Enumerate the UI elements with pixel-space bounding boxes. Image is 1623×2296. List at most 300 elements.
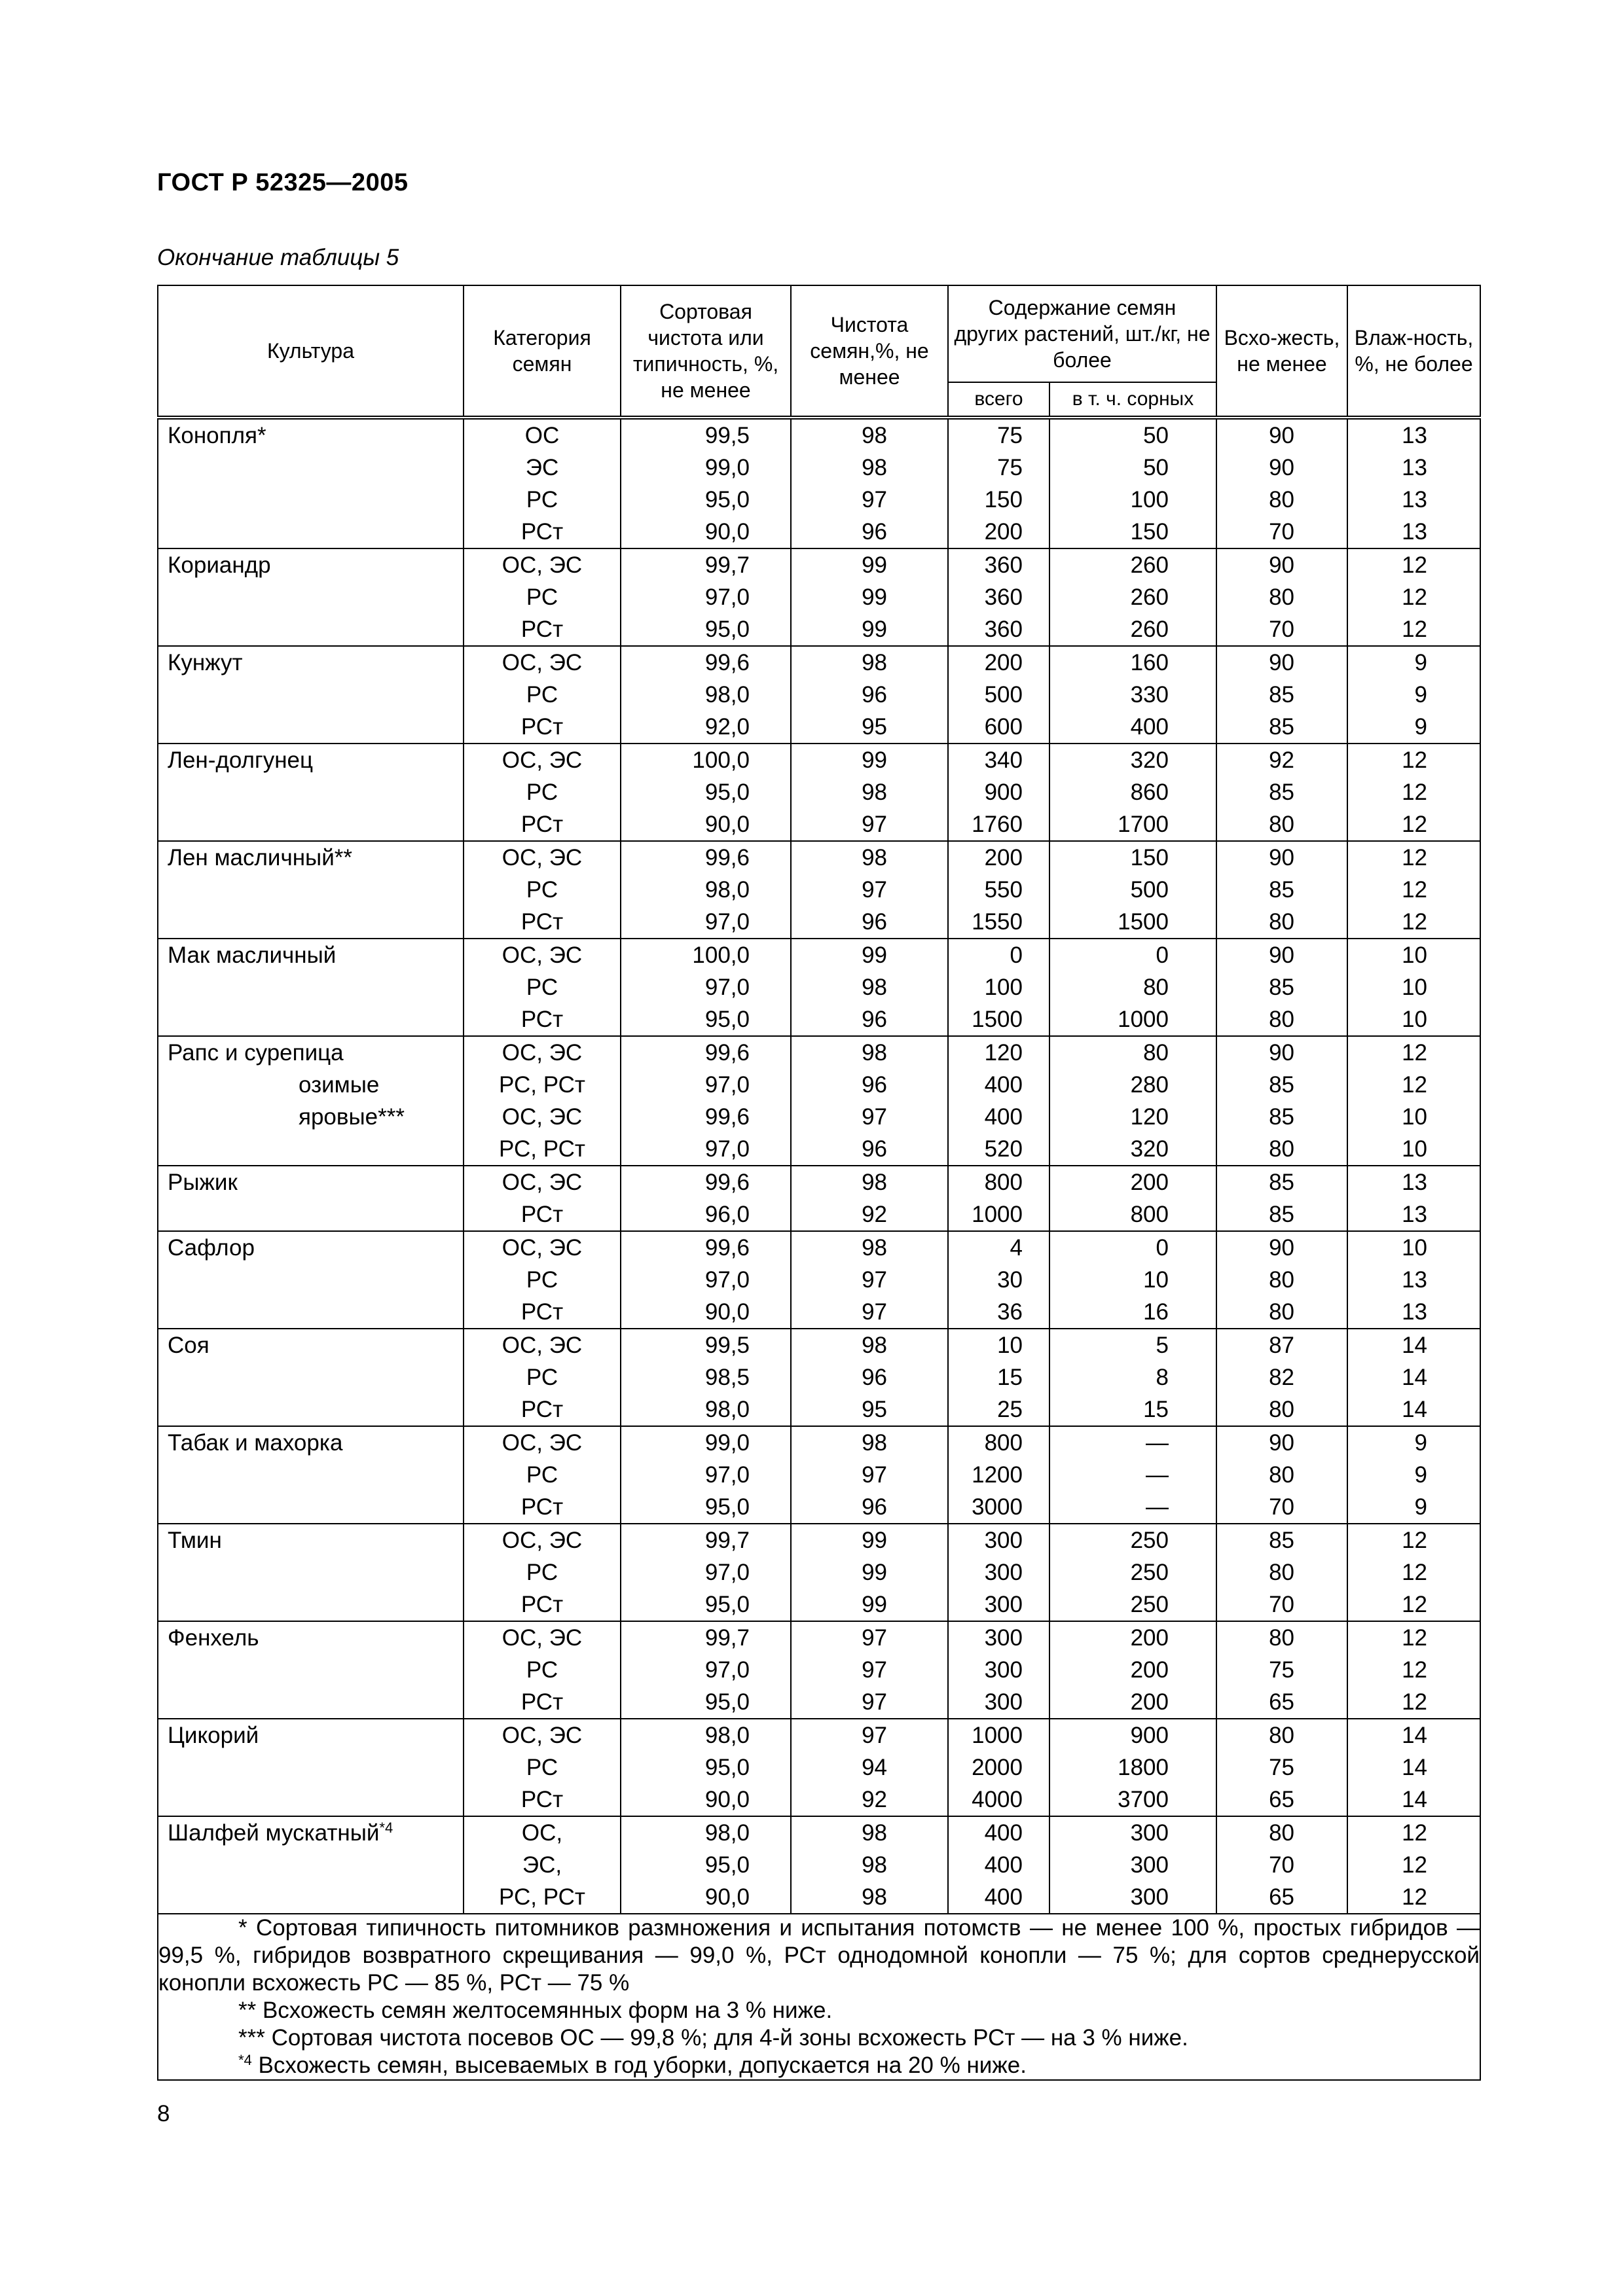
table-row [158,1329,1480,1426]
cell-value: 13 [1402,487,1427,512]
header-varietal-purity: Сортовая чистота или типичность, %, не менее [621,285,791,418]
cell-value: 96 [862,1072,887,1098]
culture-label: Шалфей мускатный$^{*4}$ [168,1820,393,1846]
culture-name [158,1329,464,1426]
cell-value: 98 [862,1170,887,1195]
varietal-purity-cell [621,1621,791,1719]
weed-seeds-cell [1049,1036,1216,1166]
cell-value: 90 [1269,942,1294,968]
cell-value: 36 [997,1299,1023,1325]
total-seeds-cell [948,1426,1049,1524]
culture-name [158,1426,464,1524]
cell-value: 95,0 [704,487,750,512]
varietal-purity-cell [621,1719,791,1816]
cell-value: 13 [1402,455,1427,480]
cell-value: 95,0 [704,1007,750,1032]
cell-value: 90 [1269,845,1294,870]
cell-value: 85 [1269,780,1294,805]
category-cell [464,1816,621,1914]
culture-group [158,1166,1480,1231]
table-row [158,1426,1480,1524]
cell-value: РС [526,975,558,1000]
cell-value: 80 [1269,812,1294,837]
cell-value: 80 [1269,1136,1294,1162]
cell-value: 10 [997,1333,1023,1358]
culture-name [158,1621,464,1719]
culture-group [158,418,1480,548]
cell-value: 97 [862,1657,887,1683]
table-row [158,1524,1480,1621]
cell-value: 1000 [972,1202,1023,1227]
cell-value: 10 [1402,975,1427,1000]
cell-value: 200 [984,650,1023,675]
cell-value: 99,6 [704,1104,750,1130]
cell-value: РС [526,1462,558,1488]
cell-value: 15 [997,1365,1023,1390]
cell-value: 12 [1402,1657,1427,1683]
culture-group [158,1816,1480,1914]
cell-value: 600 [984,714,1023,740]
culture-group [158,1426,1480,1524]
cell-value: 400 [984,1072,1023,1098]
germination-cell [1216,1329,1347,1426]
header-germination: Всхо-жесть, не менее [1216,285,1347,418]
category-cell [464,548,621,646]
cell-value: 98 [862,845,887,870]
cell-value: 97,0 [704,1136,750,1162]
cell-value: 82 [1269,1365,1294,1390]
total-seeds-cell [948,1816,1049,1914]
cell-value: 99 [862,1560,887,1585]
moisture-cell [1347,1231,1480,1329]
cell-value: 400 [984,1820,1023,1846]
cell-value: 98 [862,1333,887,1358]
cell-value: 1500 [1118,909,1169,935]
cell-value: 96 [862,1494,887,1520]
cell-value: — [1146,1494,1169,1520]
header-weeds: в т. ч. сорных [1049,382,1216,418]
cell-value: 12 [1402,1528,1427,1553]
cell-value: ОС, ЭС [501,1235,583,1261]
cell-value: 12 [1402,877,1427,903]
weed-seeds-cell [1049,1621,1216,1719]
cell-value: 500 [984,682,1023,708]
cell-value: 90 [1269,423,1294,448]
cell-value: 260 [1130,552,1169,578]
cell-value: 800 [1130,1202,1169,1227]
cell-value: 3700 [1118,1787,1169,1812]
cell-value: 98 [862,780,887,805]
category-cell [464,1426,621,1524]
cell-value: 90 [1269,1040,1294,1066]
cell-value: 98 [862,1235,887,1261]
cell-value: 12 [1402,1625,1427,1651]
cell-value: 99,7 [704,1528,750,1553]
moisture-cell [1347,841,1480,939]
cell-value: 98,0 [704,1723,750,1748]
seed-quality-table [157,285,1481,2081]
cell-value: 4 [1010,1235,1023,1261]
varietal-purity-cell [621,1231,791,1329]
purity-cell [791,1524,948,1621]
purity-cell [791,1719,948,1816]
cell-value: 300 [1130,1884,1169,1910]
total-seeds-cell [948,1036,1049,1166]
cell-value: РСт [520,909,564,935]
footnote-4-mark: *4 [238,2052,252,2068]
category-cell [464,1329,621,1426]
cell-value: 340 [984,747,1023,773]
germination-cell [1216,646,1347,744]
cell-value: 0 [1010,942,1023,968]
cell-value: 80 [1269,1007,1294,1032]
weed-seeds-cell [1049,841,1216,939]
cell-value: 99,5 [704,1333,750,1358]
cell-value: РСт [520,617,564,642]
cell-value: 90 [1269,1235,1294,1261]
germination-cell [1216,939,1347,1036]
cell-value: 75 [1269,1755,1294,1780]
total-seeds-cell [948,1524,1049,1621]
culture-name [158,744,464,841]
cell-value: 12 [1402,1820,1427,1846]
culture-name [158,1231,464,1329]
cell-value: 800 [984,1170,1023,1195]
page-number: 8 [157,2101,170,2126]
cell-value: 13 [1402,519,1427,545]
cell-value: 99 [862,747,887,773]
culture-group [158,841,1480,939]
cell-value: РСт [520,1299,564,1325]
table-row [158,548,1480,646]
cell-value: 330 [1130,682,1169,708]
germination-cell [1216,1524,1347,1621]
cell-value: 400 [984,1104,1023,1130]
cell-value: 96,0 [704,1202,750,1227]
cell-value: 12 [1402,909,1427,935]
cell-value: 9 [1414,682,1427,708]
culture-sublabel: яровые*** [299,1104,405,1130]
cell-value: 360 [984,552,1023,578]
cell-value: 400 [1130,714,1169,740]
cell-value: ОС, ЭС [501,1723,583,1748]
total-seeds-cell [948,646,1049,744]
cell-value: 300 [984,1528,1023,1553]
cell-value: ОС, ЭС [501,1625,583,1651]
cell-value: 96 [862,682,887,708]
cell-value: 99,6 [704,650,750,675]
cell-value: 100,0 [692,942,750,968]
culture-label: Конопля* [168,423,266,448]
cell-value: 14 [1402,1787,1427,1812]
cell-value: 300 [1130,1820,1169,1846]
cell-value: 1200 [972,1462,1023,1488]
table-row [158,1621,1480,1719]
cell-value: 98 [862,650,887,675]
cell-value: 13 [1402,1170,1427,1195]
cell-value: 10 [1143,1267,1169,1293]
cell-value: 300 [984,1657,1023,1683]
category-cell [464,744,621,841]
cell-value: 75 [997,455,1023,480]
cell-value: 200 [984,845,1023,870]
cell-value: 200 [984,519,1023,545]
culture-group [158,1719,1480,1816]
cell-value: 10 [1402,1104,1427,1130]
varietal-purity-cell [621,418,791,548]
cell-value: 13 [1402,1202,1427,1227]
cell-value: 900 [1130,1723,1169,1748]
cell-value: 14 [1402,1397,1427,1422]
weed-seeds-cell [1049,1231,1216,1329]
category-cell [464,1621,621,1719]
purity-cell [791,1166,948,1231]
moisture-cell [1347,744,1480,841]
purity-cell [791,418,948,548]
cell-value: 97 [862,877,887,903]
purity-cell [791,841,948,939]
cell-value: РС [526,1657,558,1683]
header-moisture: Влаж-ность, %, не более [1347,285,1480,418]
cell-value: РСт [520,1007,564,1032]
culture-label: Мак масличный [168,942,337,968]
varietal-purity-cell [621,548,791,646]
culture-name [158,841,464,939]
cell-value: 96 [862,1365,887,1390]
cell-value: ОС [524,423,560,448]
cell-value: 250 [1130,1560,1169,1585]
varietal-purity-cell [621,939,791,1036]
culture-group [158,744,1480,841]
cell-value: 98,5 [704,1365,750,1390]
weed-seeds-cell [1049,1426,1216,1524]
cell-value: 1800 [1118,1755,1169,1780]
cell-value: 70 [1269,1852,1294,1878]
cell-value: 120 [984,1040,1023,1066]
cell-value: 65 [1269,1689,1294,1715]
cell-value: 99 [862,617,887,642]
moisture-cell [1347,1524,1480,1621]
culture-label: Сафлор [168,1235,255,1261]
culture-name [158,939,464,1036]
cell-value: РС [526,1755,558,1780]
moisture-cell [1347,1816,1480,1914]
cell-value: 9 [1414,1462,1427,1488]
cell-value: 95,0 [704,1689,750,1715]
culture-group [158,1621,1480,1719]
cell-value: РС [526,682,558,708]
culture-label: Табак и махорка [168,1430,343,1456]
cell-value: 320 [1130,747,1169,773]
footnote-mark: *4 [379,1820,393,1836]
cell-value: 300 [984,1625,1023,1651]
moisture-cell [1347,1166,1480,1231]
footnote-4-text: Всхожесть семян, высеваемых в год уборки, допускается на 20 % ниже. [258,2053,1027,2078]
cell-value: 100,0 [692,747,750,773]
culture-label: Рапс и сурепица [168,1040,344,1066]
purity-cell [791,1621,948,1719]
cell-value: 99 [862,1592,887,1617]
cell-value: 1500 [972,1007,1023,1032]
cell-value: РСт [520,1202,564,1227]
category-cell [464,1231,621,1329]
weed-seeds-cell [1049,418,1216,548]
table-row [158,418,1480,548]
cell-value: 99,0 [704,1430,750,1456]
table-row [158,939,1480,1036]
cell-value: 85 [1269,1072,1294,1098]
cell-value: 16 [1143,1299,1169,1325]
cell-value: 12 [1402,617,1427,642]
cell-value: 280 [1130,1072,1169,1098]
culture-group [158,1036,1480,1166]
cell-value: ОС, ЭС [501,1170,583,1195]
cell-value: 97,0 [704,1072,750,1098]
cell-value: 99,6 [704,1040,750,1066]
cell-value: 12 [1402,1040,1427,1066]
cell-value: РС [526,877,558,903]
cell-value: ОС, ЭС [501,552,583,578]
cell-value: 12 [1402,1884,1427,1910]
culture-group [158,939,1480,1036]
culture-group [158,1329,1480,1426]
cell-value: 94 [862,1755,887,1780]
total-seeds-cell [948,1329,1049,1426]
moisture-cell [1347,418,1480,548]
cell-value: 260 [1130,584,1169,610]
germination-cell [1216,1719,1347,1816]
cell-value: 400 [984,1884,1023,1910]
cell-value: 12 [1402,845,1427,870]
cell-value: 95,0 [704,1592,750,1617]
cell-value: 97,0 [704,584,750,610]
total-seeds-cell [948,548,1049,646]
cell-value: 200 [1130,1625,1169,1651]
cell-value: 13 [1402,1267,1427,1293]
cell-value: ОС, ЭС [501,942,583,968]
cell-value: 100 [984,975,1023,1000]
cell-value: 14 [1402,1723,1427,1748]
header-culture: Культура [158,285,464,418]
cell-value: РС [526,1560,558,1585]
germination-cell [1216,841,1347,939]
cell-value: 80 [1269,487,1294,512]
table-row [158,646,1480,744]
cell-value: РСт [520,519,564,545]
cell-value: 97 [862,1625,887,1651]
cell-value: 80 [1143,975,1169,1000]
cell-value: 14 [1402,1365,1427,1390]
weed-seeds-cell [1049,744,1216,841]
cell-value: ОС, ЭС [501,650,583,675]
total-seeds-cell [948,1231,1049,1329]
cell-value: 100 [1130,487,1169,512]
cell-value: 97 [862,812,887,837]
cell-value: 70 [1269,1592,1294,1617]
cell-value: 97,0 [704,1560,750,1585]
purity-cell [791,939,948,1036]
culture-label: Лен масличный** [168,845,352,870]
cell-value: ОС, ЭС [501,1040,583,1066]
germination-cell [1216,1036,1347,1166]
cell-value: 200 [1130,1170,1169,1195]
cell-value: 90,0 [704,1787,750,1812]
cell-value: РС, РСт [499,1136,585,1162]
cell-value: 98 [862,1430,887,1456]
cell-value: 97,0 [704,909,750,935]
moisture-cell [1347,1036,1480,1166]
cell-value: 98,0 [704,1397,750,1422]
moisture-cell [1347,1329,1480,1426]
cell-value: 10 [1402,1235,1427,1261]
cell-value: РС [526,1267,558,1293]
cell-value: 96 [862,909,887,935]
culture-group [158,1231,1480,1329]
weed-seeds-cell [1049,1816,1216,1914]
cell-value: 80 [1269,1397,1294,1422]
cell-value: ЭС, [522,1852,562,1878]
cell-value: 97 [862,1689,887,1715]
cell-value: 95,0 [704,1494,750,1520]
cell-value: 50 [1143,455,1169,480]
cell-value: 12 [1402,747,1427,773]
footnote-4 [158,2052,1480,2079]
cell-value: 5 [1156,1333,1169,1358]
cell-value: 12 [1402,1852,1427,1878]
cell-value: 360 [984,584,1023,610]
cell-value: 99,6 [704,1235,750,1261]
cell-value: 85 [1269,714,1294,740]
cell-value: 98 [862,1820,887,1846]
cell-value: 97,0 [704,975,750,1000]
cell-value: 95 [862,1397,887,1422]
cell-value: ОС, ЭС [501,1528,583,1553]
cell-value: 10 [1402,942,1427,968]
cell-value: 3000 [972,1494,1023,1520]
culture-label: Соя [168,1333,210,1358]
cell-value: 99,6 [704,1170,750,1195]
cell-value: РСт [520,1494,564,1520]
cell-value: 97 [862,1723,887,1748]
cell-value: 96 [862,519,887,545]
cell-value: 97 [862,487,887,512]
germination-cell [1216,548,1347,646]
cell-value: 80 [1269,584,1294,610]
cell-value: 150 [1130,519,1169,545]
cell-value: 90,0 [704,519,750,545]
cell-value: 200 [1130,1689,1169,1715]
weed-seeds-cell [1049,1329,1216,1426]
table-row [158,1231,1480,1329]
culture-name [158,1816,464,1914]
cell-value: 550 [984,877,1023,903]
cell-value: 98 [862,975,887,1000]
cell-value: 99,7 [704,552,750,578]
cell-value: 13 [1402,423,1427,448]
cell-value: 75 [997,423,1023,448]
cell-value: 85 [1269,1202,1294,1227]
cell-value: ОС, ЭС [501,1333,583,1358]
cell-value: 80 [1269,1723,1294,1748]
cell-value: 50 [1143,423,1169,448]
cell-value: 9 [1414,1430,1427,1456]
cell-value: РС, РСт [499,1072,585,1098]
footnote-3: *** Сортовая чистота посевов ОС — 99,8 %; для 4-й зоны всхожесть РСт — на 3 % ниже. [238,2025,1188,2051]
culture-name [158,418,464,548]
germination-cell [1216,1816,1347,1914]
cell-value: 97 [862,1267,887,1293]
cell-value: 95,0 [704,617,750,642]
